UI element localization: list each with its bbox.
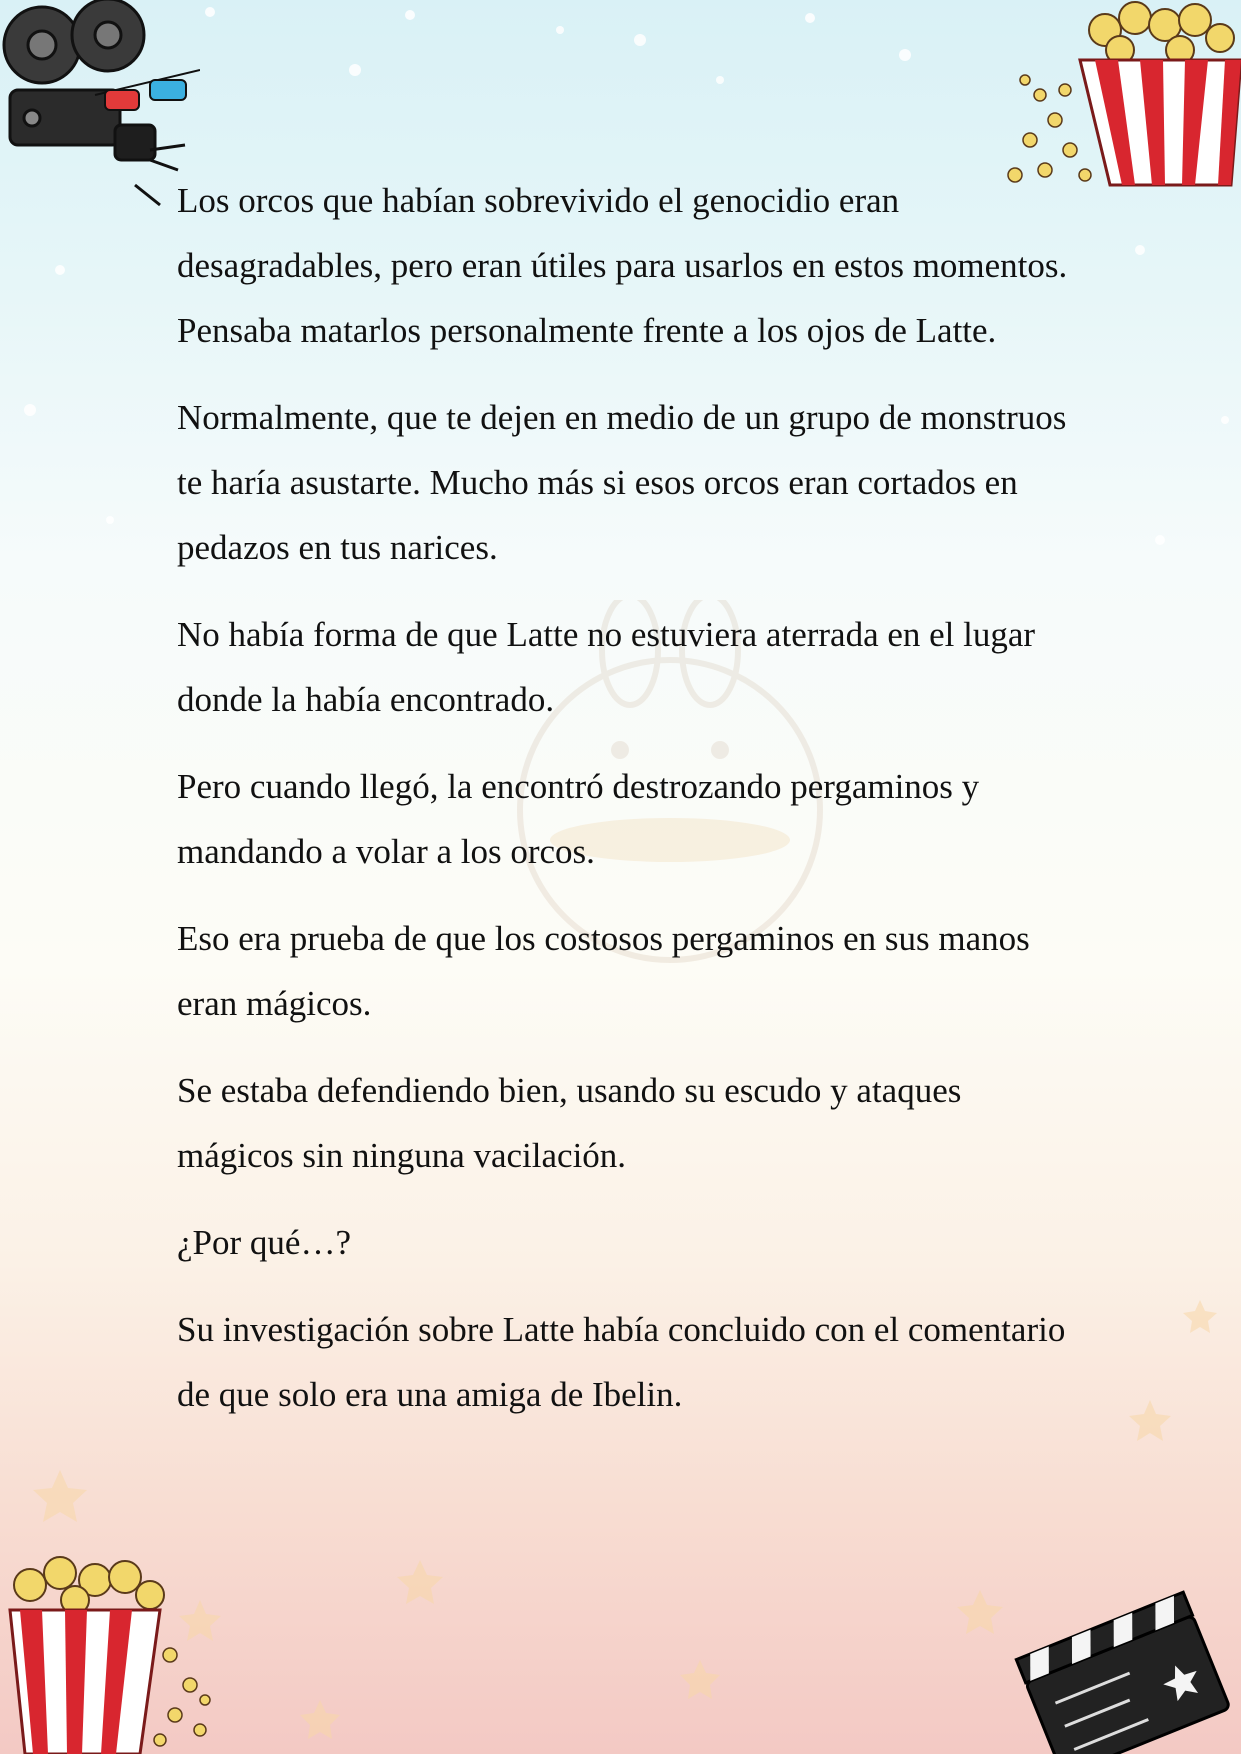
popcorn-bucket-icon bbox=[0, 1555, 220, 1754]
3d-glasses-icon bbox=[95, 70, 200, 110]
clapperboard-icon bbox=[1010, 1575, 1241, 1754]
paragraph: Eso era prueba de que los costosos pergaminos en sus manos eran mágicos. bbox=[177, 919, 1030, 1023]
paragraph: Se estaba defendiendo bien, usando su escudo y ataques mágicos sin ninguna vacilación. bbox=[177, 1071, 962, 1175]
paragraph: Normalmente, que te dejen en medio de un grupo de monstruos te haría asustarte. Mucho más si esos orcos eran cortados en pedazos en tus narices. bbox=[177, 398, 1067, 567]
paragraph: Pero cuando llegó, la encontró destrozando pergaminos y mandando a volar a los orcos. bbox=[177, 767, 980, 871]
paragraph: Los orcos que habían sobrevivido el genocidio eran desagradables, pero eran útiles para usarlos en estos momentos. Pensaba matarlos personalmente frente a los ojos de Latte. bbox=[177, 181, 1068, 350]
paragraph: ¿Por qué…? bbox=[177, 1223, 351, 1262]
text-column bbox=[177, 168, 1077, 1449]
film-camera-icon bbox=[0, 0, 200, 210]
paragraph: No había forma de que Latte no estuviera aterrada en el lugar donde la había encontrado. bbox=[177, 615, 1036, 719]
paragraph: Su investigación sobre Latte había concluido con el comentario de que solo era una amiga de Ibelin. bbox=[177, 1310, 1066, 1414]
